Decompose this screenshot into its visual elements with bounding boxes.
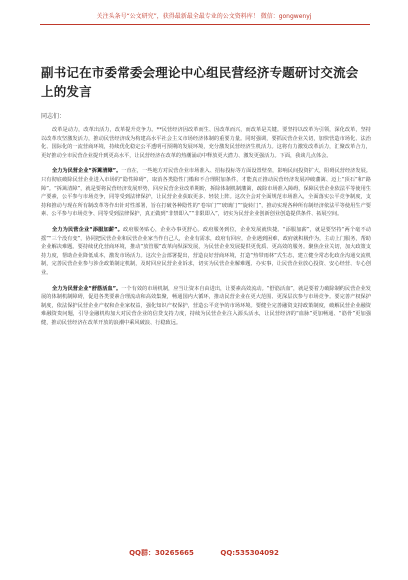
document-title: 副书记在市委常委会理论中心组民营经济专题研讨交流会上的发言 xyxy=(41,65,359,99)
header-notice: 关注头条号“公文研究”，获得最新最全最专业的公文资料库！ 微信：gongwenyj xyxy=(96,13,312,20)
section-heading: 全力为民营企业“舒筋活血”。 xyxy=(52,285,122,292)
qq-group-text: QQ群：30265665 xyxy=(129,549,194,557)
header-divider xyxy=(40,24,370,25)
paragraph-text: 改革是动力，改革出活力，改革提升竞争力。**民营经济因改革而生、因改革而兴，而改革是关键。要坚持以改革为引领，深化改革，坚持以改革攻坚激发活力，推动民营经济成为构建高水平社会主义市场经济体制的重要力量。同时强调，要抓民营企业关切，加快营造市场化、法治化、国际化的一流营商环境，持续优化稳定公平透明可预期的发展环境，充分激发民营经济生机活力。这将有力激发改革活力，汇聚改革合力，更好推动全市民营企业提升到更高水平，让民营经济在改革的热潮涌动中释放更大潜力、激发更强活力。下面，我谈几点体会。 xyxy=(41,127,371,159)
paragraph-text: 一个有效的市场机制，应当让资本自由进出，让要素高效流动。“舒筋活血”，就是要着力破除制约民营企业发展的体制机制障碍，促进各类要素合理流动和高效集聚，畅通国内大循环，推动民营企业在更大范围、更深层次参与市场竞争。要完善产权保护制度，依法保护民营企业产权和企业家权益，强化知识产权保护，营造公平竞争的市场环境。要健全完善融资支持政策制度，破解民营企业融资难融资贵问题，引导金融机构加大对民营企业的信贷支持力度，持续为民营企业注入源头活水，让民营经济的“血脉”更加畅通、“筋骨”更加强健，推动民营经济在改革开放的浪潮中乘风破浪、行稳致远。 xyxy=(41,285,371,326)
paragraph-text: 政府服务贴心，企业办事更舒心。政府服务到位，企业发展就快捷。“添服加薪”，就是要坚持“两个毫不动摇”“三个没有变”，协同把民营企业和民营企业家当作自己人，企业有需求，政府有回应，企业遇到困难，政府就积极作为，主动上门服务，帮助企业解决难题。要持续优化营商环境，推动“放管服”改革向纵深发展，为民营企业发展提供更优质、更高效的服务。聚焦企业关切，加大政策支持力度，帮助企业降低成本，激发市场活力。这次全会部署提出，营造良好营商环境，打造“热带雨林”式生态，建立健全常态化政企沟通交流机制，完善民营企业参与涉企政策制定机制，及时回应民营企业诉求，切实为民营企业解难题、办实事，让民营企业放心投资、安心经营、专心创业。 xyxy=(41,226,371,276)
paragraph xyxy=(41,285,371,328)
paragraph-text: 一直在，一些地方对民营企业市场准入、招标投标等方面设置壁垒，影响民间投资扩大，阻碍民营经济发展。只有彻底破除民营企业进入市场的“隐性障碍”，取消各类隐性门槛和不合理附加条件，才能真正推动民营经济发展冲破藩篱、迈上“顶石”和“路障”。“拆篱清障”，就是要将民营经济发展形势，回应民营企业改革期盼，拆除体制机制藩篱，疏除市场准入障碍，保障民营企业依法平等使用生产要素，公平参与市场竞争，同等受到法律保护，让民营企业获取更多、轻装上阵。这次全会对全面规范市场准入，全面落实公平竞争制度，支持和推动与现在所有制改革等作出针对性部署，旨在打破各种隐性的“卷帘门”“玻璃门”“旋转门”，推动实现各种所有制经济依法平等使用生产要素、公平参与市场竞争、同等受到法律保护，真正做到“非禁即入”“非限即入”，切实为民营企业创新创业创造提供条件、拓展空间。 xyxy=(41,168,371,218)
footer-contacts xyxy=(0,548,408,558)
qq-text: QQ:535304092 xyxy=(220,549,279,557)
paragraph xyxy=(41,226,371,278)
paragraph xyxy=(41,167,371,219)
salutation: 同志们： xyxy=(41,113,66,120)
document-body xyxy=(41,126,371,334)
paragraph xyxy=(41,126,371,160)
section-heading: 全力为民营企业“拆篱清障”。 xyxy=(52,168,122,175)
section-heading: 全力为民营企业“添服加薪”。 xyxy=(52,226,123,233)
